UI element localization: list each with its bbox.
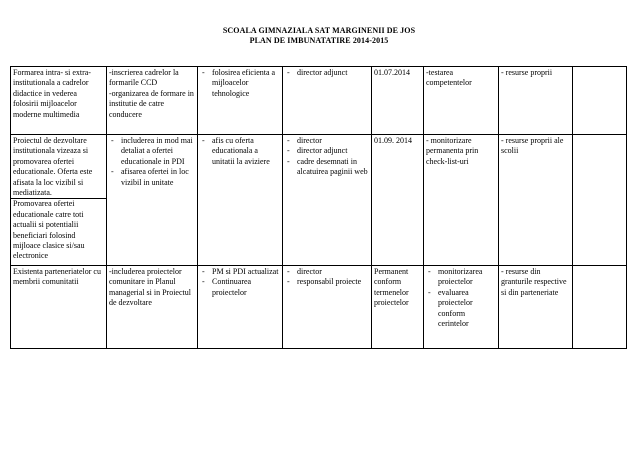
actions-cell: - includerea in mod mai detaliat a ofertei educationale in PDI - afisarea ofertei in loc vizibil in unitate: [107, 135, 198, 266]
objective-cell: Existenta parteneriatelor cu membrii comunitatii: [11, 266, 107, 349]
actions-cell: -includerea proiectelor comunitare in Planul managerial si in Proiectul de dezvoltare: [107, 266, 198, 349]
improvement-plan-table: [10, 66, 627, 349]
results-cell: - PM si PDI actualizat - Continuarea proiectelor: [198, 266, 283, 349]
resources-cell: - resurse proprii: [499, 67, 573, 135]
table-row: [11, 135, 627, 266]
table-row: [11, 266, 627, 349]
evaluation-cell: - monitorizarea proiectelor - evaluarea proiectelor conform cerintelor: [424, 266, 499, 349]
empty-cell: [573, 135, 627, 266]
table-row: [11, 67, 627, 135]
actions-cell: -inscrierea cadrelor la formarile CCD -organizarea de formare in institutie de catre conducere: [107, 67, 198, 135]
resources-cell: - resurse din granturile respective si din parteneriate: [499, 266, 573, 349]
plan-title: PLAN DE IMBUNATATIRE 2014-2015: [249, 36, 389, 45]
empty-cell: [573, 67, 627, 135]
school-name: SCOALA GIMNAZIALA SAT MARGINENII DE JOS: [222, 26, 416, 35]
deadline-cell: 01.07.2014: [372, 67, 424, 135]
objective-cell: Proiectul de dezvoltare institutionala vizeaza si promovarea ofertei educationale. Oferta este afisata la loc vizibil si mediatizata. Promovarea ofertei educationale catre toti actualii si potentialii beneficiari folosind mijloace clasice si/sau electronice: [11, 135, 107, 266]
evaluation-cell: -testarea competentelor: [424, 67, 499, 135]
deadline-cell: Permanent conform termenelor proiectelor: [372, 266, 424, 349]
evaluation-cell: - monitorizare permanenta prin check-list-uri: [424, 135, 499, 266]
deadline-cell: 01.09. 2014: [372, 135, 424, 266]
results-cell: - folosirea eficienta a mijloacelor tehnologice: [198, 67, 283, 135]
results-cell: - afis cu oferta educationala a unitatii la aviziere: [198, 135, 283, 266]
responsible-cell: - director adjunct: [283, 67, 372, 135]
resources-cell: - resurse proprii ale scolii: [499, 135, 573, 266]
responsible-cell: - director - director adjunct - cadre desemnati in alcatuirea paginii web: [283, 135, 372, 266]
empty-cell: [573, 266, 627, 349]
objective-cell: Formarea intra- si extra-institutionala a cadrelor didactice in vederea folosirii mijloacelor moderne multimedia: [11, 67, 107, 135]
responsible-cell: - director - responsabil proiecte: [283, 266, 372, 349]
